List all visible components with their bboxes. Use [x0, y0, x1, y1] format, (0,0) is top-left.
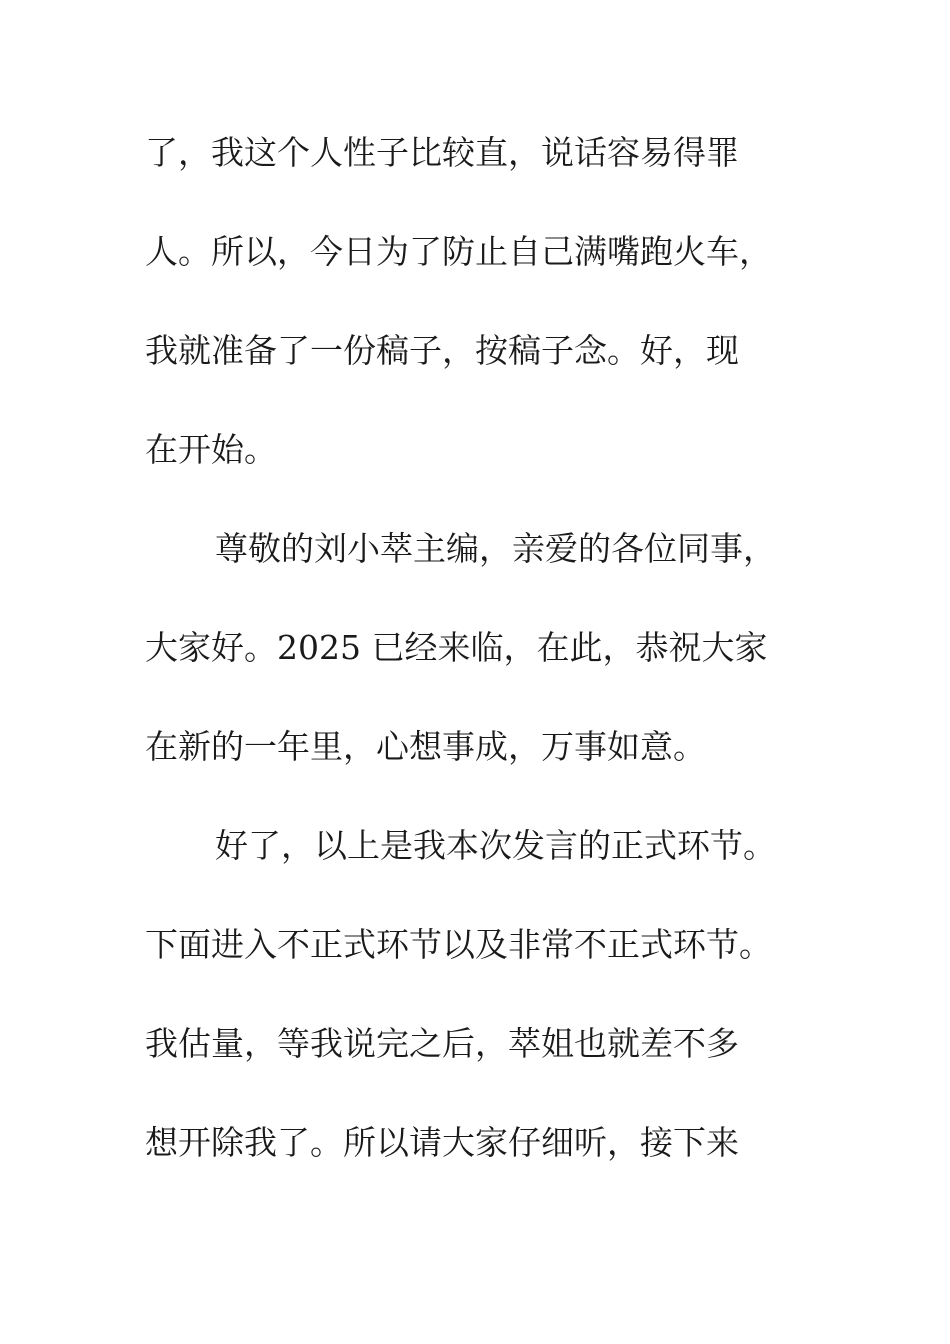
body-text	[145, 128, 825, 1217]
text-line: 我估量，等我说完之后，萃姐也就差不多	[145, 1024, 739, 1063]
paragraph-start-line: 尊敬的刘小萃主编，亲爱的各位同事，	[215, 529, 776, 568]
text-line: 在新的一年里，心想事成，万事如意。	[145, 727, 706, 766]
text-line: 在开始。	[145, 430, 277, 469]
text-line: 人。所以，今日为了防止自己满嘴跑火车，	[145, 232, 772, 271]
text-line: 想开除我了。所以请大家仔细听，接下来	[145, 1123, 739, 1162]
text-line: 下面进入不正式环节以及非常不正式环节。	[145, 925, 772, 964]
text-line: 大家好。2025 已经来临，在此，恭祝大家	[145, 628, 768, 667]
paragraph-start-line: 好了，以上是我本次发言的正式环节。	[215, 826, 776, 865]
text-line: 我就准备了一份稿子，按稿子念。好，现	[145, 331, 739, 370]
text-line: 了，我这个人性子比较直，说话容易得罪	[145, 133, 739, 172]
